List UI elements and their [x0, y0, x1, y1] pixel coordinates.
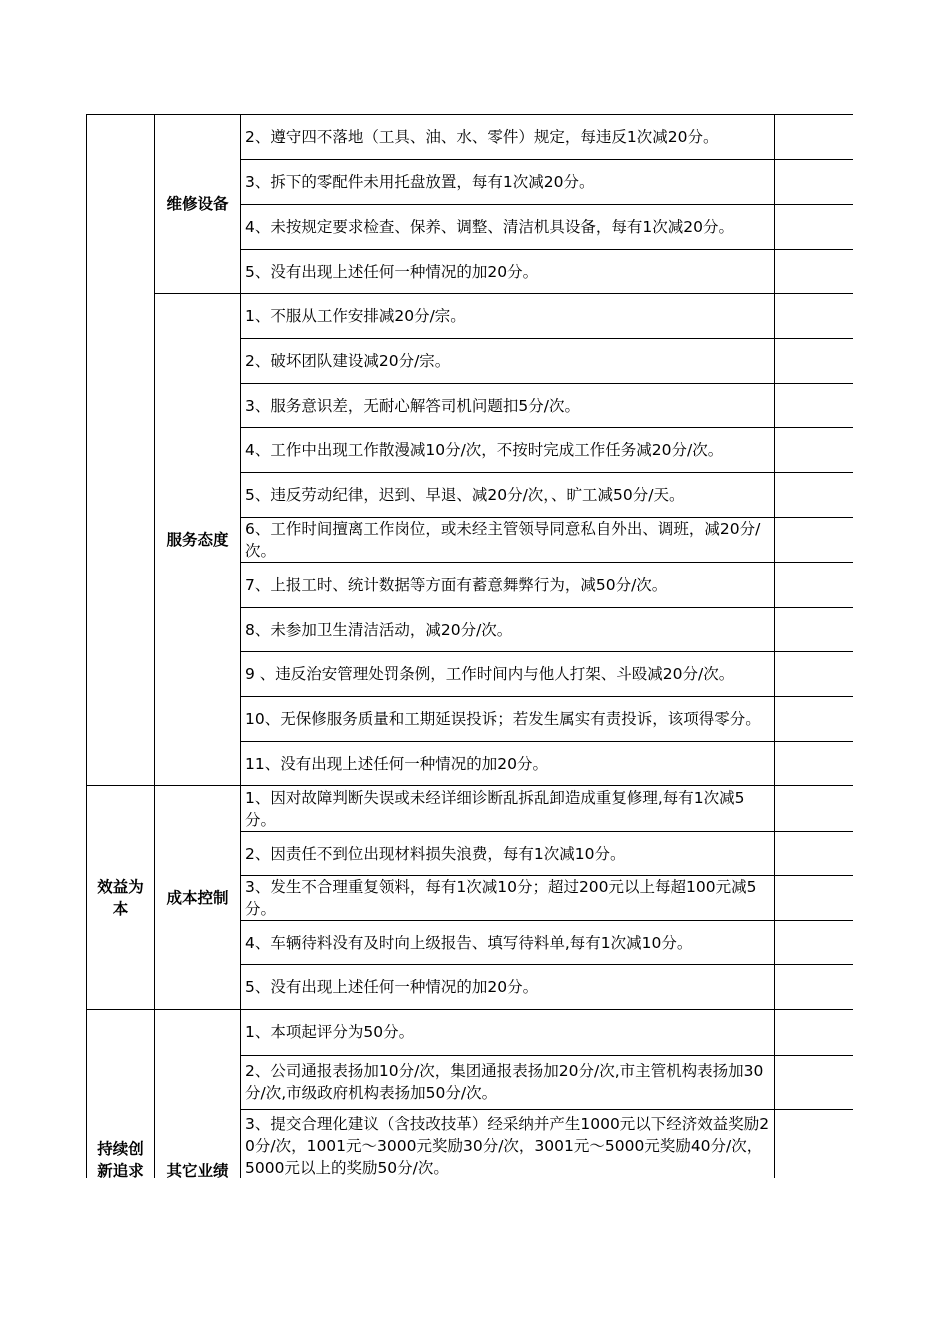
score-cell[interactable] [775, 428, 854, 473]
score-cell[interactable] [775, 832, 854, 876]
score-cell[interactable] [775, 786, 854, 832]
criterion-text: 1、本项起评分为50分。 [241, 1010, 775, 1056]
criterion-text: 5、没有出现上述任何一种情况的加20分。 [241, 250, 775, 294]
appraisal-table [86, 114, 853, 1178]
score-cell[interactable] [775, 742, 854, 786]
criterion-text: 9 、违反治安管理处罚条例，工作时间内与他人打架、斗殴减20分/次。 [241, 652, 775, 697]
score-cell[interactable] [775, 384, 854, 428]
category-continuous-innovation: 持续创新追求 [87, 1010, 155, 1179]
criterion-text: 4、工作中出现工作散漫减10分/次，不按时完成工作任务减20分/次。 [241, 428, 775, 473]
score-cell[interactable] [775, 876, 854, 921]
score-cell[interactable] [775, 115, 854, 160]
score-cell[interactable] [775, 1110, 854, 1178]
criterion-text: 3、服务意识差，无耐心解答司机问题扣5分/次。 [241, 384, 775, 428]
criterion-text: 2、破坏团队建设减20分/宗。 [241, 339, 775, 384]
criterion-text: 1、因对故障判断失误或未经详细诊断乱拆乱卸造成重复修理,每有1次减5分。 [241, 786, 775, 832]
score-cell[interactable] [775, 518, 854, 563]
score-cell[interactable] [775, 250, 854, 294]
score-cell[interactable] [775, 339, 854, 384]
score-cell[interactable] [775, 1010, 854, 1056]
criterion-text: 5、没有出现上述任何一种情况的加20分。 [241, 965, 775, 1010]
score-cell[interactable] [775, 1055, 854, 1110]
score-cell[interactable] [775, 563, 854, 608]
criterion-text: 4、车辆待料没有及时向上级报告、填写待料单,每有1次减10分。 [241, 921, 775, 965]
criterion-text: 2、遵守四不落地（工具、油、水、零件）规定，每违反1次减20分。 [241, 115, 775, 160]
category-cost-efficiency: 效益为本 [87, 786, 155, 1010]
table-row [87, 1010, 854, 1056]
criterion-text: 3、发生不合理重复领料，每有1次减10分；超过200元以上每超100元减5分。 [241, 876, 775, 921]
subcategory-other-achievements: 其它业绩 [155, 1010, 241, 1179]
score-cell[interactable] [775, 473, 854, 518]
table-row [87, 294, 854, 339]
score-cell[interactable] [775, 697, 854, 742]
criterion-text: 3、拆下的零配件未用托盘放置，每有1次减20分。 [241, 160, 775, 205]
criterion-text: 5、违反劳动纪律，迟到、早退、减20分/次，、旷工减50分/天。 [241, 473, 775, 518]
criterion-text: 1、不服从工作安排减20分/宗。 [241, 294, 775, 339]
criterion-text: 3、提交合理化建议（含技改技革）经采纳并产生1000元以下经济效益奖励20分/次，1001元～3000元奖励30分/次，3001元～5000元奖励40分/次，5000元以上的奖励50分/次。 [241, 1110, 775, 1178]
criterion-text: 8、未参加卫生清洁活动，减20分/次。 [241, 608, 775, 652]
score-cell[interactable] [775, 652, 854, 697]
criterion-text: 2、公司通报表扬加10分/次，集团通报表扬加20分/次,市主管机构表扬加30分/次,市级政府机构表扬加50分/次。 [241, 1055, 775, 1110]
criterion-text: 6、工作时间擅离工作岗位，或未经主管领导同意私自外出、调班，减20分/次。 [241, 518, 775, 563]
score-cell[interactable] [775, 965, 854, 1010]
subcategory-equipment-maintenance: 维修设备 [155, 115, 241, 294]
score-cell[interactable] [775, 608, 854, 652]
criterion-text: 2、因责任不到位出现材料损失浪费，每有1次减10分。 [241, 832, 775, 876]
criterion-text: 7、上报工时、统计数据等方面有蓄意舞弊行为，减50分/次。 [241, 563, 775, 608]
criterion-text: 11、没有出现上述任何一种情况的加20分。 [241, 742, 775, 786]
score-cell[interactable] [775, 205, 854, 250]
subcategory-cost-control: 成本控制 [155, 786, 241, 1010]
criterion-text: 4、未按规定要求检查、保养、调整、清洁机具设备，每有1次减20分。 [241, 205, 775, 250]
score-cell[interactable] [775, 294, 854, 339]
table-row [87, 115, 854, 160]
subcategory-service-attitude: 服务态度 [155, 294, 241, 786]
table-row [87, 786, 854, 832]
score-cell[interactable] [775, 921, 854, 965]
appraisal-table-sheet [86, 114, 853, 1178]
score-cell[interactable] [775, 160, 854, 205]
category-cell-continued [87, 115, 155, 786]
criterion-text: 10、无保修服务质量和工期延误投诉；若发生属实有责投诉，该项得零分。 [241, 697, 775, 742]
